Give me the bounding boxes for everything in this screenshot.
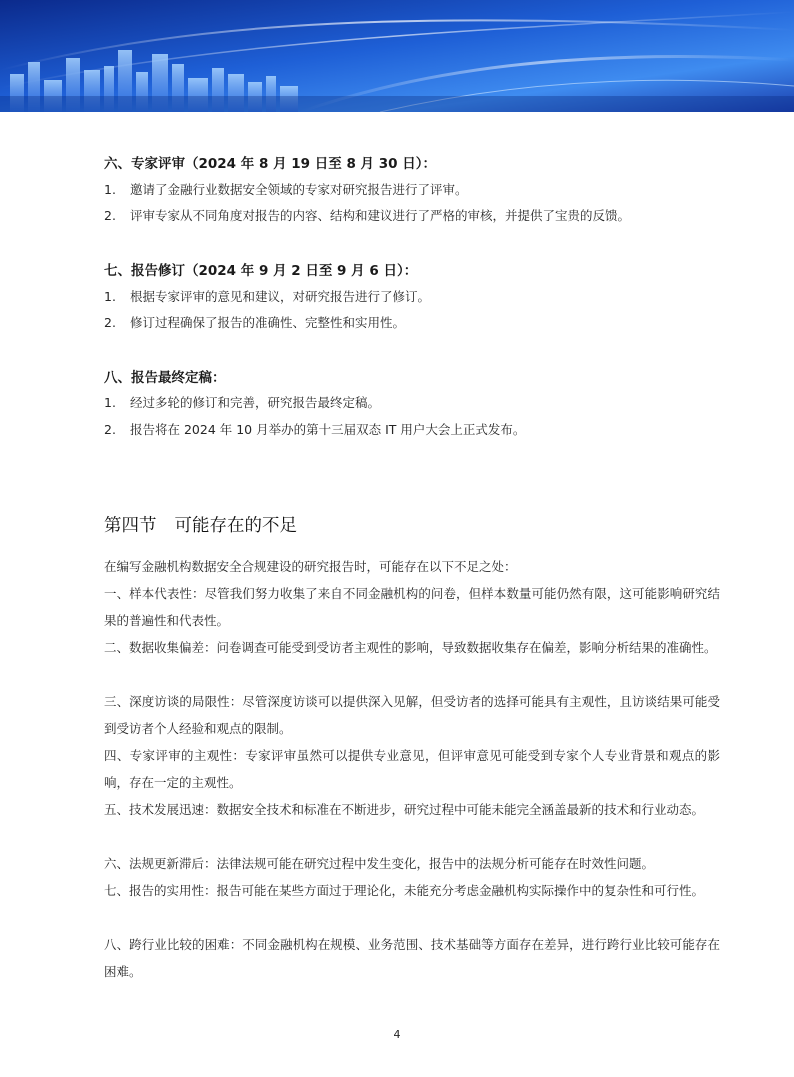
limitation-paragraph: 五、技术发展迅速：数据安全技术和标准在不断进步，研究过程中可能未能完全涵盖最新的技术和行业动态。 <box>104 802 705 817</box>
section-heading-report-revision: 七、报告修订（2024 年 9 月 2 日至 9 月 6 日）： <box>104 263 418 279</box>
list-text: 经过多轮的修订和完善，研究报告最终定稿。 <box>130 395 381 410</box>
page-number: 4 <box>393 1028 401 1041</box>
list-number: 1. <box>104 289 116 304</box>
limitation-paragraph: 三、深度访谈的局限性：尽管深度访谈可以提供深入见解，但受访者的选择可能具有主观性，且访谈结果可能受到受访者个人经验和观点的限制。 <box>104 694 720 736</box>
list-number: 2. <box>104 422 116 437</box>
section-heading-final-draft: 八、报告最终定稿： <box>104 370 226 386</box>
intro-paragraph: 在编写金融机构数据安全合规建设的研究报告时，可能存在以下不足之处： <box>104 559 517 574</box>
chapter-number: 第四节 <box>104 516 157 536</box>
list-item <box>104 287 430 305</box>
list-item <box>104 393 380 411</box>
list-item <box>104 420 525 438</box>
list-text: 邀请了金融行业数据安全领域的专家对研究报告进行了评审。 <box>130 182 468 197</box>
list-text: 报告将在 2024 年 10 月举办的第十三届双态 IT 用户大会上正式发布。 <box>130 422 526 437</box>
list-number: 1. <box>104 395 116 410</box>
limitation-paragraph: 七、报告的实用性：报告可能在某些方面过于理论化，未能充分考虑金融机构实际操作中的复杂性和可行性。 <box>104 883 705 898</box>
limitation-paragraph: 二、数据收集偏差：问卷调查可能受到受访者主观性的影响，导致数据收集存在偏差，影响分析结果的准确性。 <box>104 640 717 655</box>
header-banner <box>0 0 794 112</box>
chapter-title-text: 可能存在的不足 <box>174 516 297 536</box>
limitation-paragraph: 四、专家评审的主观性：专家评审虽然可以提供专业意见，但评审意见可能受到专家个人专业背景和观点的影响，存在一定的主观性。 <box>104 748 720 790</box>
section-heading-expert-review: 六、专家评审（2024 年 8 月 19 日至 8 月 30 日）： <box>104 156 436 172</box>
list-item <box>104 206 630 224</box>
list-item <box>104 313 405 331</box>
list-item <box>104 180 468 198</box>
list-text: 修订过程确保了报告的准确性、完整性和实用性。 <box>130 315 406 330</box>
limitation-paragraph: 六、法规更新滞后：法律法规可能在研究过程中发生变化，报告中的法规分析可能存在时效性问题。 <box>104 856 655 871</box>
chapter-title <box>104 512 297 537</box>
limitation-paragraph: 一、样本代表性：尽管我们努力收集了来自不同金融机构的问卷，但样本数量可能仍然有限，这可能影响研究结果的普遍性和代表性。 <box>104 586 720 628</box>
list-text: 评审专家从不同角度对报告的内容、结构和建议进行了严格的审核，并提供了宝贵的反馈。 <box>130 208 631 223</box>
list-text: 根据专家评审的意见和建议，对研究报告进行了修订。 <box>130 289 431 304</box>
list-number: 1. <box>104 182 116 197</box>
city-skyline-banner-image <box>0 0 794 112</box>
list-number: 2. <box>104 315 116 330</box>
list-number: 2. <box>104 208 116 223</box>
limitation-paragraph: 八、跨行业比较的困难：不同金融机构在规模、业务范围、技术基础等方面存在差异，进行跨行业比较可能存在困难。 <box>104 937 720 979</box>
